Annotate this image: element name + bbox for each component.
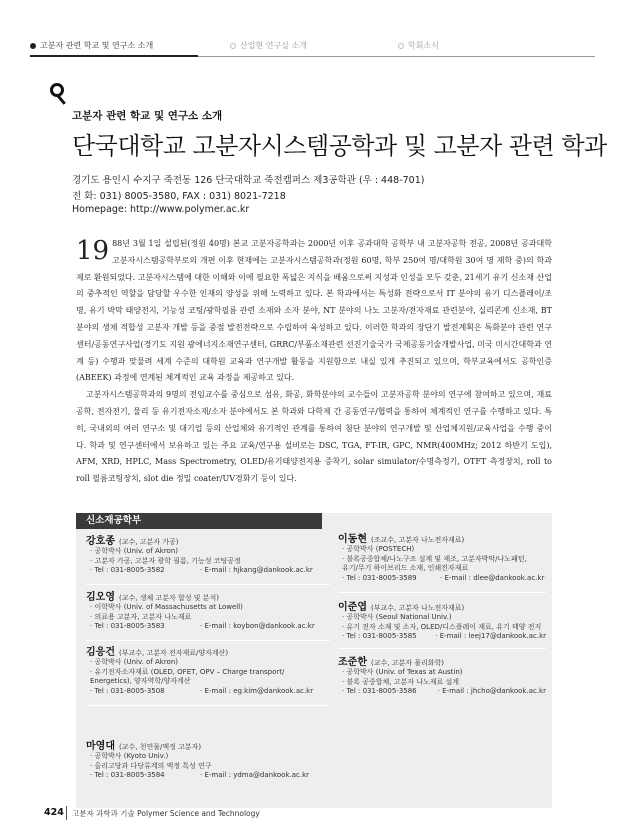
faculty-research: · 유기전자소자재료 (OLED, OFET, OPV – Charge transport/ bbox=[90, 667, 285, 676]
email-link[interactable]: · E-mail : dlee@dankook.ac.kr bbox=[440, 573, 545, 582]
page-title: 단국대학교 고분자시스템공학과 및 고분자 관련 학과 bbox=[72, 132, 607, 160]
faculty-degree: · 공학박사 (POSTECH) bbox=[342, 545, 415, 553]
faculty-name: 김오영 (교수, 생체 고분자 합성 및 분석) bbox=[86, 592, 219, 603]
faculty-entry bbox=[86, 532, 330, 576]
faculty-contact: · Tel : 031-8005-3582 · E-mail : hjkang@dankook.ac.kr bbox=[90, 566, 313, 575]
paragraph-2: 고분자시스템공학과의 9명의 전임교수를 중심으로 섬유, 화공, 화학분야의 교수들이 고분자공학 분야의 연구에 참여하고 있으며, 재료공학, 전자전기, 물리 등 유기전자소재/소자 분야에서도 본 학과와 다학제 간 공동연구/협력을 통하여 체계적인 연구를 수행하고 있다. 특히, 국내외의 여러 연구소 및 대기업 등의 산업체와 유기적인 관계를 통하여 첨단 분야의 연구개발 및 산업체지원/교육사업을 수행 중이다. 학과 및 연구센터에서 보유하고 있는 주요 교육/연구용 설비로는 DSC, TGA, FT-IR, GPC, NMR(400MHz; 2012 하반기 도입), AFM, XRD, HPLC, Mass Spectrometry, OLED/유기태양전지용 증착기, solar simulator/수명측정기, OTFT 측정장치, roll to roll 필름코팅장치, slot die 정밀 coater/UV경화기 등이 있다. bbox=[76, 390, 552, 484]
section-label: 고분자 관련 학교 및 연구소 소개 bbox=[72, 110, 223, 122]
faculty-name: 김응건 (부교수, 고분자 전자재료/양자계산) bbox=[86, 647, 229, 658]
nav-active-indicator bbox=[30, 55, 198, 57]
nav-item-label: 학회소식 bbox=[408, 41, 439, 50]
paragraph-1: 88년 3월 1일 설립된(정원 40명) 본교 고분자공학과는 2000년 이후 공과대학 공학부 내 고분자공학 전공, 2008년 공과대학 고분자시스템공학부로의 개편 이후 현재에는 고분자시스템공학과(정원 60명, 학부 250여 명/대학원 30여 명 재학 중)의 학과제로 환원되었다. 고분자시스템에 대한 이해와 이에 필요한 폭넓은 지식을 배움으로써 지성과 인성을 모두 갖춘, 21세기 유기 신소재 산업의 중추적인 역할을 담당할 우수한 인재의 양성을 위해 노력하고 있다. 본 학과에서는 특성화 전략으로서 IT 분야의 유기 디스플레이/조명, 유기 박막 태양전지, 기능성 코팅/광학필름 관련 소재와 소자 분야, NT 분야의 나노 고분자/전자재료 관련분야, 실리콘계 신소재, BT 분야의 생체 적합성 고분자 개발 등을 중점 발전전략으로 수립하여 육성하고 있다. 이러한 학과의 장단기 발전계획은 특화분야 관련 연구센터/공동연구사업(경기도 지원 광에너지소재연구센터, GRRC/부품소재관련 선진기술국가 국제공동기술개발사업, 미국 미시간대학과 연계 등) 수행과 맞물려 세계 수준의 대학원 교육과 연구개발 활동을 지원함으로 내실 있게 추진되고 있으며, 학부교육에서도 공학인증(ABEEK) 과정에 연계된 체계적인 교육 과정을 제공하고 있다. bbox=[76, 239, 552, 383]
bullet-icon bbox=[30, 43, 36, 49]
address: 경기도 용인시 수지구 죽전동 126 단국대학교 죽전캠퍼스 제3공학관 (우 : 448-701) bbox=[72, 175, 425, 186]
email-link[interactable]: · E-mail : hjkang@dankook.ac.kr bbox=[200, 566, 313, 575]
faculty-contact: · Tel : 031-8005-3583 · E-mail : koybon@dankook.ac.kr bbox=[90, 622, 315, 631]
faculty-name: 이동현 (조교수, 고분자 나노전자재료) bbox=[338, 534, 465, 545]
faculty-contact: · Tel : 031-8005-3508 · E-mail : eg.kim@dankook.ac.kr bbox=[90, 686, 314, 695]
faculty-research-cont: Energetics), 양자역학/양자계산 bbox=[90, 677, 191, 686]
faculty-contact: · Tel : 031-8005-3586 · E-mail : jhcho@dankook.ac.kr bbox=[342, 687, 546, 696]
phone-fax: 전 화: 031) 8005-3580, FAX : 031) 8021-7218 bbox=[72, 191, 286, 202]
faculty-research: · 블록공중합체/나노구조 설계 및 제조, 고분자박막/나노패턴, bbox=[342, 554, 527, 563]
faculty-degree: · 이학박사 (Univ. of Massachusetts at Lowell) bbox=[90, 603, 243, 611]
nav-item-labs[interactable] bbox=[230, 40, 307, 51]
faculty-entry bbox=[86, 588, 330, 632]
divider bbox=[86, 640, 330, 641]
magnifier-handle bbox=[57, 95, 66, 105]
page-number: 424 bbox=[44, 807, 64, 818]
homepage: Homepage: http://www.polymer.ac.kr bbox=[72, 204, 250, 215]
nav-item-label: 고분자 관련 학교 및 연구소 소개 bbox=[40, 41, 154, 50]
divider bbox=[338, 592, 546, 593]
article-body bbox=[76, 236, 552, 488]
faculty-entry bbox=[338, 598, 546, 642]
faculty-degree: · 공학박사 (Kyoto Univ.) bbox=[90, 752, 169, 760]
faculty-degree: · 공학박사 (Univ. of Texas at Austin) bbox=[342, 668, 463, 676]
faculty-research: · 올리고당과 다당류계의 액정 특성 연구 bbox=[90, 761, 212, 770]
faculty-research-cont: 유기/무기 하이브리드 소재, 인쇄전자재료 bbox=[342, 564, 469, 573]
email-link[interactable]: · E-mail : jhcho@dankook.ac.kr bbox=[437, 687, 546, 696]
divider bbox=[86, 705, 330, 706]
journal-name: 고분자 과학과 기술 Polymer Science and Technology bbox=[72, 809, 260, 818]
faculty-degree: · 공학박사 (Seoul National Univ.) bbox=[342, 613, 452, 621]
faculty-contact: · Tel : 031-8005-3589 · E-mail : dlee@dankook.ac.kr bbox=[342, 573, 545, 582]
faculty-entry bbox=[86, 737, 330, 781]
email-link[interactable]: · E-mail : koybon@dankook.ac.kr bbox=[200, 622, 315, 631]
faculty-contact: · Tel : 031-8005-3585 · E-mail : leej17@dankook.ac.kr bbox=[342, 632, 546, 641]
email-link[interactable]: · E-mail : eg.kim@dankook.ac.kr bbox=[200, 686, 314, 695]
nav-item-schools[interactable] bbox=[30, 40, 153, 51]
faculty-name: 강호종 (교수, 고분자 가공) bbox=[86, 536, 179, 547]
bullet-icon bbox=[398, 43, 404, 49]
magnifier-icon bbox=[50, 83, 64, 97]
faculty-degree: · 공학박사 (Univ. of Akron) bbox=[90, 547, 178, 555]
faculty-name: 이준엽 (부교수, 고분자 나노전자재료) bbox=[338, 602, 465, 613]
faculty-degree: · 공학박사 (Univ. of Akron) bbox=[90, 658, 178, 666]
faculty-research: · 의료용 고분자, 고분자 나노재료 bbox=[90, 612, 192, 621]
divider bbox=[86, 584, 330, 585]
faculty-name: 마영대 (교수, 천연물/액정 고분자) bbox=[86, 741, 202, 752]
faculty-research: · 고분자 가공, 고분자 광학 필름, 기능성 코팅공정 bbox=[90, 556, 241, 565]
nav-item-label: 산업현 연구실 소개 bbox=[240, 41, 307, 50]
faculty-research: · 유기 전자 소재 및 소자, OLED/디스플레이 재료, 유기 태양 전지 bbox=[342, 622, 542, 631]
faculty-entry bbox=[86, 643, 330, 696]
faculty-entry bbox=[338, 653, 546, 697]
faculty-contact: · Tel : 031-8005-3584 · E-mail : ydma@dankook.ac.kr bbox=[90, 771, 310, 780]
nav-item-news[interactable] bbox=[398, 40, 439, 51]
footer-divider bbox=[66, 806, 67, 820]
top-nav bbox=[30, 40, 590, 56]
email-link[interactable]: · E-mail : ydma@dankook.ac.kr bbox=[200, 771, 310, 780]
email-link[interactable]: · E-mail : leej17@dankook.ac.kr bbox=[435, 632, 546, 641]
dropcap: 19 bbox=[76, 236, 110, 266]
bullet-icon bbox=[230, 43, 236, 49]
divider bbox=[338, 648, 546, 649]
faculty-entry bbox=[338, 530, 546, 583]
faculty-heading: 신소재공학부 bbox=[76, 513, 322, 529]
faculty-research: · 블록 공중합체, 고분자 나노재료 설계 bbox=[342, 677, 460, 686]
faculty-name: 조준한 (교수, 고분자 물리화학) bbox=[338, 657, 444, 668]
